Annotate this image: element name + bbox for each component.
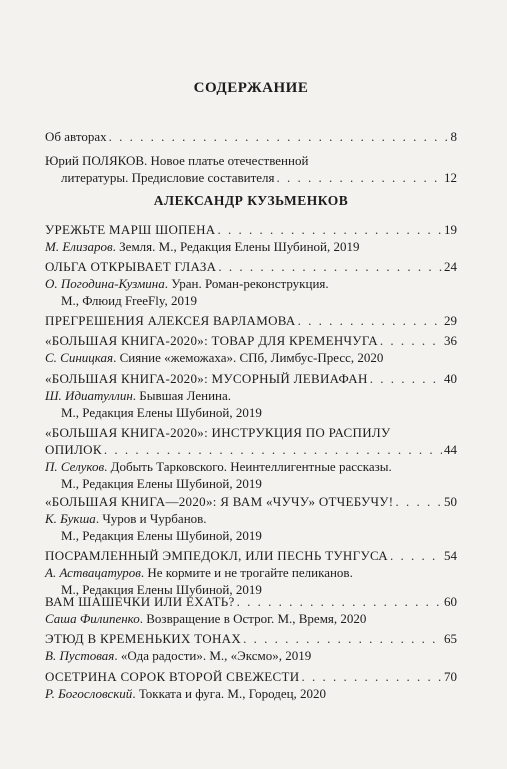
book-info: . Не кормите и не трогайте пеликанов.: [140, 565, 353, 580]
toc-entry: [45, 258, 457, 309]
book-info: . Бывшая Ленина.: [132, 388, 232, 403]
entry-source: [45, 387, 457, 404]
entry-source: [45, 564, 457, 581]
page-number: 19: [444, 222, 457, 237]
page-number: 29: [444, 313, 457, 328]
toc-entry: [45, 332, 457, 366]
dot-leader: [104, 441, 442, 458]
entry-source: [45, 238, 457, 255]
page-number: 36: [444, 333, 457, 348]
entry-title: ПРЕГРЕШЕНИЯ АЛЕКСЕЯ ВАРЛАМОВА: [45, 313, 296, 328]
entry-title-line-1: «БОЛЬШАЯ КНИГА-2020»: ИНСТРУКЦИЯ ПО РАСПИЛУ: [45, 425, 391, 440]
toc-entry: [45, 370, 457, 421]
page-number: 50: [444, 494, 457, 509]
toc-entry: [45, 668, 457, 702]
entry-title: ОПИЛОК: [45, 442, 102, 457]
entry-title-line-1: Юрий ПОЛЯКОВ. Новое платье отечественной: [45, 153, 309, 168]
book-info: . Уран. Роман-реконструкция.: [164, 276, 329, 291]
dot-leader: [237, 593, 442, 610]
author-name: М. Елизаров: [45, 239, 113, 254]
book-info: . Добыть Тарковского. Неинтеллигентные рассказы.: [104, 459, 392, 474]
entry-source-line-2: М., Редакция Елены Шубиной, 2019: [61, 476, 262, 491]
entry-source: [45, 647, 457, 664]
dot-leader: [218, 258, 442, 275]
dot-leader: [109, 128, 449, 145]
entry-source: [45, 610, 457, 627]
page-number: 12: [444, 170, 457, 185]
contents-title: СОДЕРЖАНИЕ: [193, 80, 309, 96]
author-name: К. Букша: [45, 511, 96, 526]
toc-entry: [45, 424, 457, 492]
entry-title: ОЛЬГА ОТКРЫВАЕТ ГЛАЗА: [45, 259, 217, 274]
book-info: . «Ода радости». М., «Эксмо», 2019: [114, 648, 312, 663]
author-name: В. Пустовая: [45, 648, 115, 663]
page-number: 65: [444, 631, 457, 646]
dot-leader: [218, 221, 443, 238]
toc-entry-preface: [45, 152, 457, 186]
entry-source: [45, 685, 457, 702]
dot-leader: [277, 169, 443, 186]
entry-title: ПОСРАМЛЕННЫЙ ЭМПЕДОКЛ, ИЛИ ПЕСНЬ ТУНГУСА: [45, 548, 388, 563]
entry-source-line-2: М., Флюид FreeFly, 2019: [61, 293, 198, 308]
page-number: 40: [444, 371, 457, 386]
dot-leader: [301, 668, 442, 685]
toc-entry: [45, 221, 457, 255]
entry-title-line-2: литературы. Предисловие составителя: [61, 170, 275, 185]
entry-title: «БОЛЬШАЯ КНИГА—2020»: Я ВАМ «ЧУЧУ» ОТЧЕБУЧУ!: [45, 494, 394, 509]
entry-source-line-2: М., Редакция Елены Шубиной, 2019: [61, 528, 262, 543]
book-info: . Возвращение в Острог. М., Время, 2020: [139, 611, 367, 626]
author-name: П. Селуков: [45, 459, 105, 474]
book-info: . Токката и фуга. М., Городец, 2020: [132, 686, 327, 701]
toc-entry-about-authors: [45, 128, 457, 145]
toc-entry: [45, 630, 457, 664]
entry-source: [45, 349, 457, 366]
entry-title: Об авторах: [45, 129, 107, 144]
entry-title: ЭТЮД В КРЕМЕНЬКИХ ТОНАХ: [45, 631, 242, 646]
entry-source: [45, 458, 457, 475]
page-number: 44: [444, 442, 457, 457]
entry-source: [45, 275, 457, 292]
page-number: 60: [444, 594, 457, 609]
dot-leader: [395, 493, 442, 510]
author-name: О. Погодина-Кузмина: [45, 276, 165, 291]
section-title: АЛЕКСАНДР КУЗЬМЕНКОВ: [153, 193, 349, 208]
dot-leader: [380, 332, 442, 349]
entry-title: ОСЕТРИНА СОРОК ВТОРОЙ СВЕЖЕСТИ: [45, 669, 300, 684]
author-name: Саша Филипенко: [45, 611, 140, 626]
book-info: . Земля. М., Редакция Елены Шубиной, 2019: [112, 239, 360, 254]
entry-source: [45, 510, 457, 527]
toc-entry: [45, 312, 457, 329]
author-name: А. Аствацатуров: [45, 565, 141, 580]
page-number: 70: [444, 669, 457, 684]
dot-leader: [298, 312, 442, 329]
entry-title: «БОЛЬШАЯ КНИГА-2020»: МУСОРНЫЙ ЛЕВИАФАН: [45, 371, 368, 386]
entry-source-line-2: М., Редакция Елены Шубиной, 2019: [61, 582, 262, 597]
entry-title: УРЕЖЬТЕ МАРШ ШОПЕНА: [45, 222, 216, 237]
page-number: 24: [444, 259, 457, 274]
entry-source-line-2: М., Редакция Елены Шубиной, 2019: [61, 405, 262, 420]
toc-entry: [45, 593, 457, 627]
book-info: . Сияние «жеможаха». СПб, Лимбус-Пресс, 2020: [113, 350, 384, 365]
entry-title: ВАМ ШАШЕЧКИ ИЛИ ЕХАТЬ?: [45, 594, 235, 609]
author-name: Ш. Идиатуллин: [45, 388, 133, 403]
dot-leader: [370, 370, 442, 387]
page-number: 54: [444, 548, 457, 563]
page-number: 8: [450, 129, 457, 144]
toc-entry: [45, 547, 457, 598]
dot-leader: [390, 547, 442, 564]
author-name: С. Синицкая: [45, 350, 114, 365]
toc-entry: [45, 493, 457, 544]
dot-leader: [243, 630, 442, 647]
author-name: Р. Богословский: [45, 686, 133, 701]
entry-title: «БОЛЬШАЯ КНИГА-2020»: ТОВАР ДЛЯ КРЕМЕНЧУГА: [45, 333, 378, 348]
book-info: . Чуров и Чурбанов.: [95, 511, 207, 526]
